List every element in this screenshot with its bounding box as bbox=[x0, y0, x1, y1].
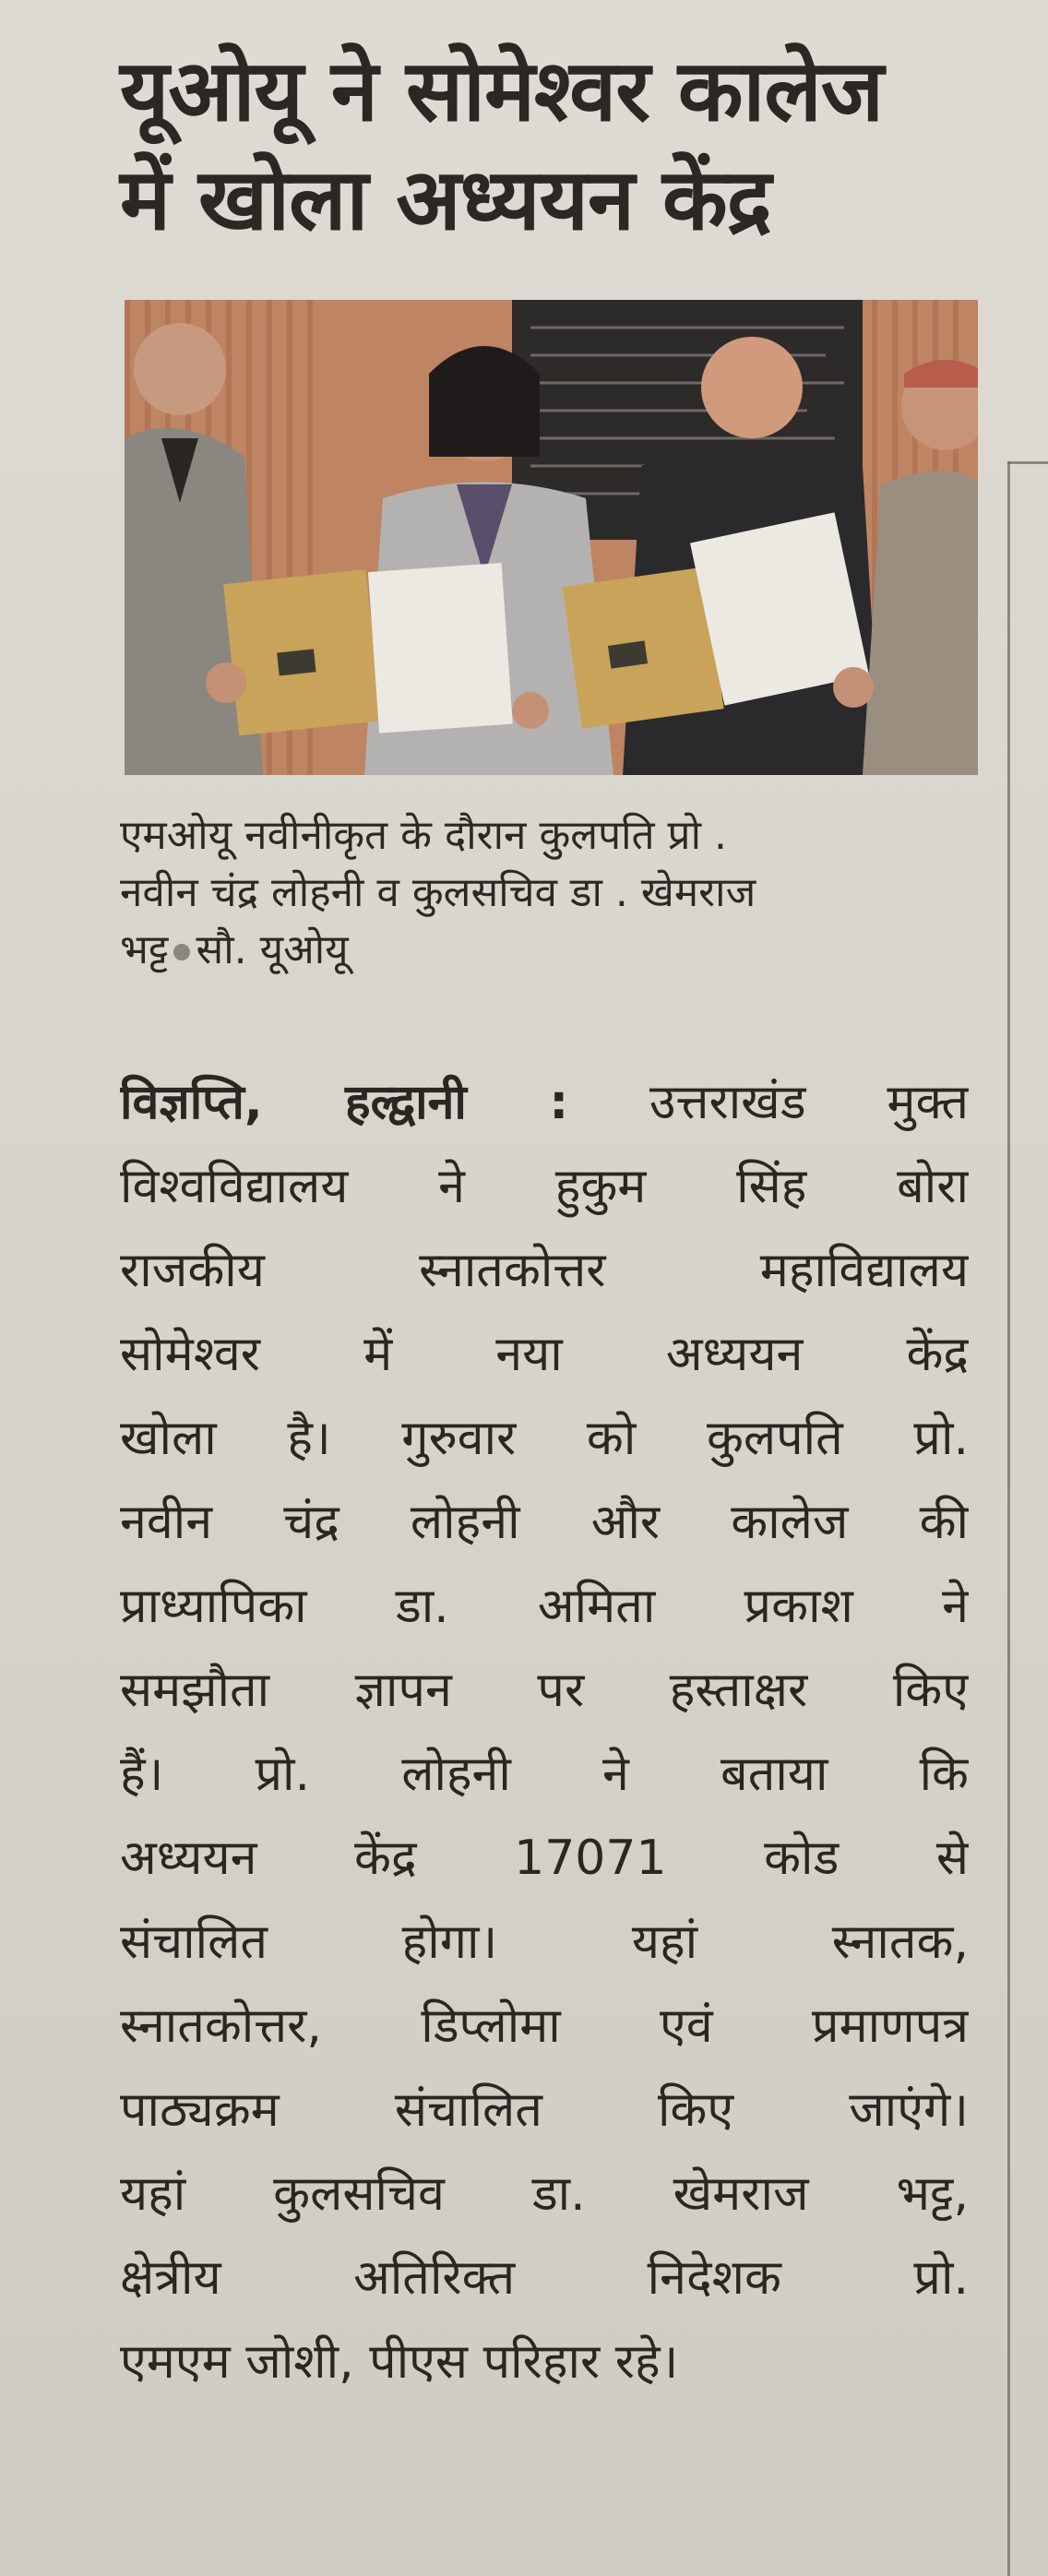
article-line-13: पाठ्यक्रम संचालित किए जाएंगे। bbox=[120, 2082, 969, 2138]
headline-line-2: में खोला अध्ययन केंद्र bbox=[120, 150, 771, 249]
article-line-10: अध्ययन केंद्र 17071 कोड से bbox=[120, 1831, 969, 1886]
photo-caption bbox=[120, 807, 978, 979]
article-line-7: प्राध्यापिका डा. अमिता प्रकाश ने bbox=[120, 1579, 969, 1634]
article-line-9: हैं। प्रो. लोहनी ने बताया कि bbox=[120, 1747, 969, 1802]
news-photo bbox=[125, 300, 978, 775]
article-line-1-text: उत्तराखंड मुक्त bbox=[649, 1075, 969, 1130]
column-rule-vertical bbox=[1007, 461, 1010, 2576]
article-line-8: समझौता ज्ञापन पर हस्ताक्षर किए bbox=[120, 1663, 969, 1718]
column-rule bbox=[1007, 461, 1048, 464]
article-line-16: एमएम जोशी, पीएस परिहार रहे। bbox=[120, 2334, 679, 2390]
article-line-11: संचालित होगा। यहां स्नातक, bbox=[120, 1914, 969, 1970]
bullet-icon bbox=[173, 944, 190, 960]
article-line-12: स्नातकोत्तर, डिप्लोमा एवं प्रमाणपत्र bbox=[120, 1998, 969, 2054]
caption-photo-credit: सौ. यूओयू bbox=[196, 926, 349, 973]
caption-line-1: एमओयू नवीनीकृत के दौरान कुलपति प्रो . bbox=[120, 812, 727, 859]
headline-line-1: यूओयू ने सोमेश्वर कालेज bbox=[120, 42, 884, 140]
news-photo-illustration bbox=[125, 300, 978, 775]
article-line-6: नवीन चंद्र लोहनी और कालेज की bbox=[120, 1495, 969, 1550]
article-line-4: सोमेश्वर में नया अध्ययन केंद्र bbox=[120, 1327, 969, 1382]
caption-byline-name: भट्ट bbox=[120, 926, 169, 973]
article-line-15: क्षेत्रीय अतिरिक्त निदेशक प्रो. bbox=[120, 2250, 969, 2306]
article-line-5: खोला है। गुरुवार को कुलपति प्रो. bbox=[120, 1411, 969, 1466]
article-line-2: विश्वविद्यालय ने हुकुम सिंह बोरा bbox=[120, 1159, 969, 1214]
article-line-14: यहां कुलसचिव डा. खेमराज भट्ट, bbox=[120, 2166, 969, 2222]
caption-line-2: नवीन चंद्र लोहनी व कुलसचिव डा . खेमराज bbox=[120, 869, 756, 916]
article-body bbox=[120, 1061, 969, 2404]
headline bbox=[120, 37, 950, 255]
caption-line-3 bbox=[120, 922, 978, 979]
article-line-3: राजकीय स्नातकोत्तर महाविद्यालय bbox=[120, 1243, 969, 1298]
dateline: विज्ञप्ति, हल्द्वानी : bbox=[120, 1075, 569, 1130]
article-line-1 bbox=[120, 1061, 969, 1145]
